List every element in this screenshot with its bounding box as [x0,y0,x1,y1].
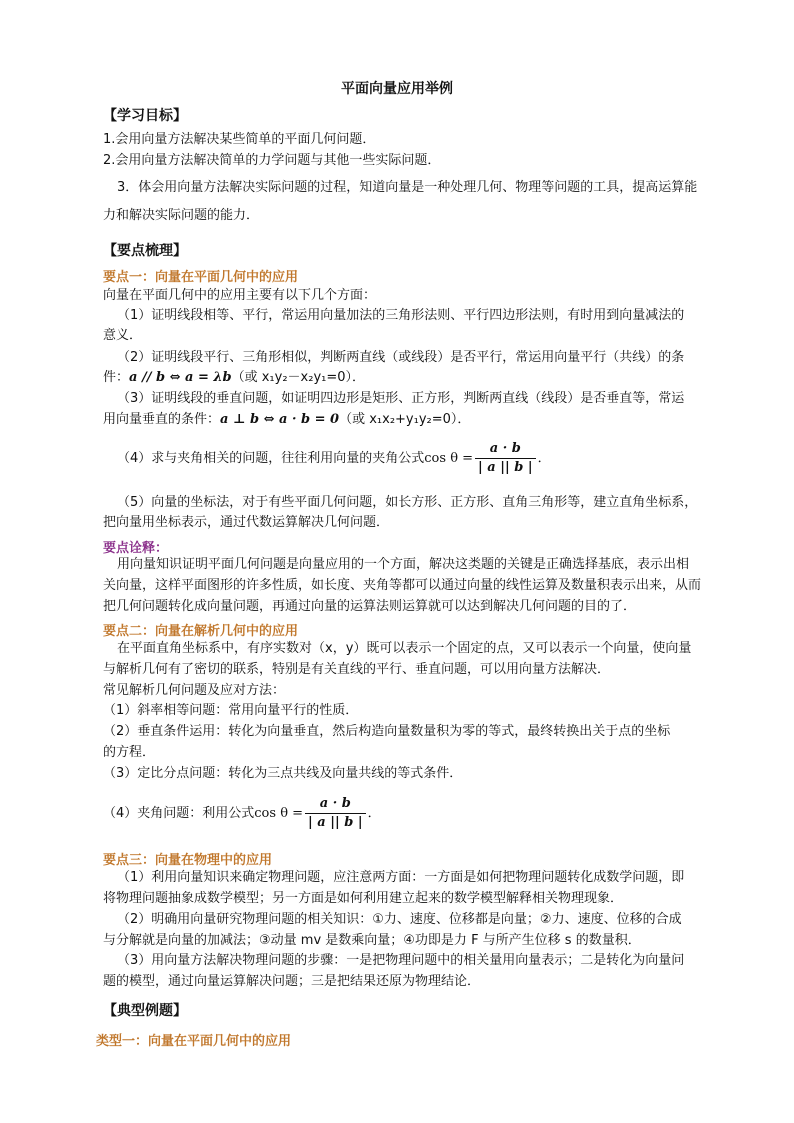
note-line-3: 把几何问题转化成向量问题，再通过向量的运算法则运算就可以达到解决几何问题的目的了． [103,599,637,614]
point-1-item-3-line-1: （3）证明线段的垂直问题，如证明四边形是矩形、正方形，判断两直线（线段）是否垂直等，常运 [117,391,685,406]
goal-2: 2.会用向量方法解决简单的力学问题与其他一些实际问题． [103,153,441,168]
point-2-item-2-line-2: 的方程． [103,745,156,760]
angle-formula-fraction [305,795,366,832]
text-suffix: （或 x₁x₂+y₁y₂=0）． [339,412,471,427]
point-1-item-2-line-2 [103,370,365,386]
point-1-intro: 向量在平面几何中的应用主要有以下几个方面： [103,288,377,303]
parallel-condition-formula: a // b ⇔ a = λb [129,370,232,385]
point-3-item-2-line-1: （2）明确用向量研究物理问题的相关知识：①力、速度、位移都是向量；②力、速度、位移的合成 [117,912,682,927]
fraction-denominator: | a || b | [308,815,363,830]
section-heading-goals: 【学习目标】 [103,108,187,124]
text-suffix: ． [537,451,551,466]
point-3-item-2-line-2: 与分解就是向量的加减法；③动量 mv 是数乘向量；④功即是力 F 与所产生位移 s 的数量积． [103,933,641,948]
cos-theta: cos θ = [424,451,474,466]
point-3-item-3-line-2: 题的模型，通过向量运算解决问题；三是把结果还原为物理结论． [103,974,481,989]
type-1-heading: 类型一：向量在平面几何中的应用 [96,1034,292,1049]
text-prefix: （4）求与夹角相关的问题，往往利用向量的夹角公式 [117,451,425,466]
text-prefix: 用向量垂直的条件： [103,412,221,427]
point-2-item-1: （1）斜率相等问题：常用向量平行的性质． [103,703,359,718]
angle-formula-fraction [475,440,536,477]
point-2-item-4 [103,795,381,833]
goal-3-line-1: 3．体会用向量方法解决实际问题的过程，知道向量是一种处理几何、物理等问题的工具，提高运算能 [117,180,698,195]
point-1-item-1-line-1: （1）证明线段相等、平行，常运用向量加法的三角形法则、平行四边形法则，有时用到向量减法的 [117,308,685,323]
point-1-item-3-line-2 [103,412,470,428]
point-2-line-2: 与解析几何有了密切的联系，特别是有关直线的平行、垂直问题，可以用向量方法解决． [103,662,611,677]
page-title: 平面向量应用举例 [341,81,453,97]
goal-3-line-2: 力和解决实际问题的能力． [103,208,260,223]
note-line-2: 关向量，这样平面图形的许多性质，如长度、夹角等都可以通过向量的线性运算及数量积表示出来，从而 [103,578,702,593]
perpendicular-condition-formula: a ⊥ b ⇔ a · b = 0 [220,412,340,427]
point-3-heading: 要点三：向量在物理中的应用 [103,853,273,868]
point-2-item-3: （3）定比分点问题：转化为三点共线及向量共线的等式条件． [103,766,463,781]
point-1-item-4 [117,440,551,478]
point-1-item-2-line-1: （2）证明线段平行、三角形相似，判断两直线（或线段）是否平行，常运用向量平行（共线）的条 [117,350,685,365]
point-1-item-5-line-1: （5）向量的坐标法，对于有些平面几何问题，如长方形、正方形、直角三角形等，建立直角坐标系， [117,495,698,510]
goal-1: 1.会用向量方法解决某些简单的平面几何问题． [103,132,376,147]
fraction-denominator: | a || b | [478,460,533,475]
point-2-line-3: 常见解析几何问题及应对方法： [103,683,286,698]
fraction-numerator: a · b [475,440,536,459]
point-1-heading: 要点一：向量在平面几何中的应用 [103,270,299,285]
point-2-heading: 要点二：向量在解析几何中的应用 [103,624,299,639]
point-2-item-2-line-1: （2）垂直条件运用：转化为向量垂直，然后构造向量数量积为零的等式，最终转换出关于点的坐标 [103,724,671,739]
text-suffix: （或 x₁y₂－x₂y₁=0）． [231,370,366,385]
point-1-item-5-line-2: 把向量用坐标表示，通过代数运算解决几何问题． [103,515,390,530]
note-heading: 要点诠释： [103,541,169,556]
text-prefix: 件： [103,370,130,385]
cos-theta: cos θ = [254,806,304,821]
text-prefix: （4）夹角问题：利用公式 [103,806,255,821]
note-line-1: 用向量知识证明平面几何问题是向量应用的一个方面，解决这类题的关键是正确选择基底，表示出相 [117,557,690,572]
point-3-item-1-line-2: 将物理问题抽象成数学模型；另一方面是如何利用建立起来的数学模型解释相关物理现象． [103,891,624,906]
text-suffix: ． [367,806,381,821]
point-1-item-1-line-2: 意义． [103,328,143,343]
fraction-numerator: a · b [305,795,366,814]
section-heading-examples: 【典型例题】 [103,1003,187,1019]
point-3-item-3-line-1: （3）用向量方法解决物理问题的步骤：一是把物理问题中的相关量用向量表示；二是转化为向量问 [117,953,685,968]
section-heading-points: 【要点梳理】 [103,243,187,259]
point-3-item-1-line-1: （1）利用向量知识来确定物理问题，应注意两方面：一方面是如何把物理问题转化成数学问题，即 [117,870,685,885]
point-2-line-1: 在平面直角坐标系中，有序实数对（x，y）既可以表示一个固定的点，又可以表示一个向量，使向量 [117,641,692,656]
